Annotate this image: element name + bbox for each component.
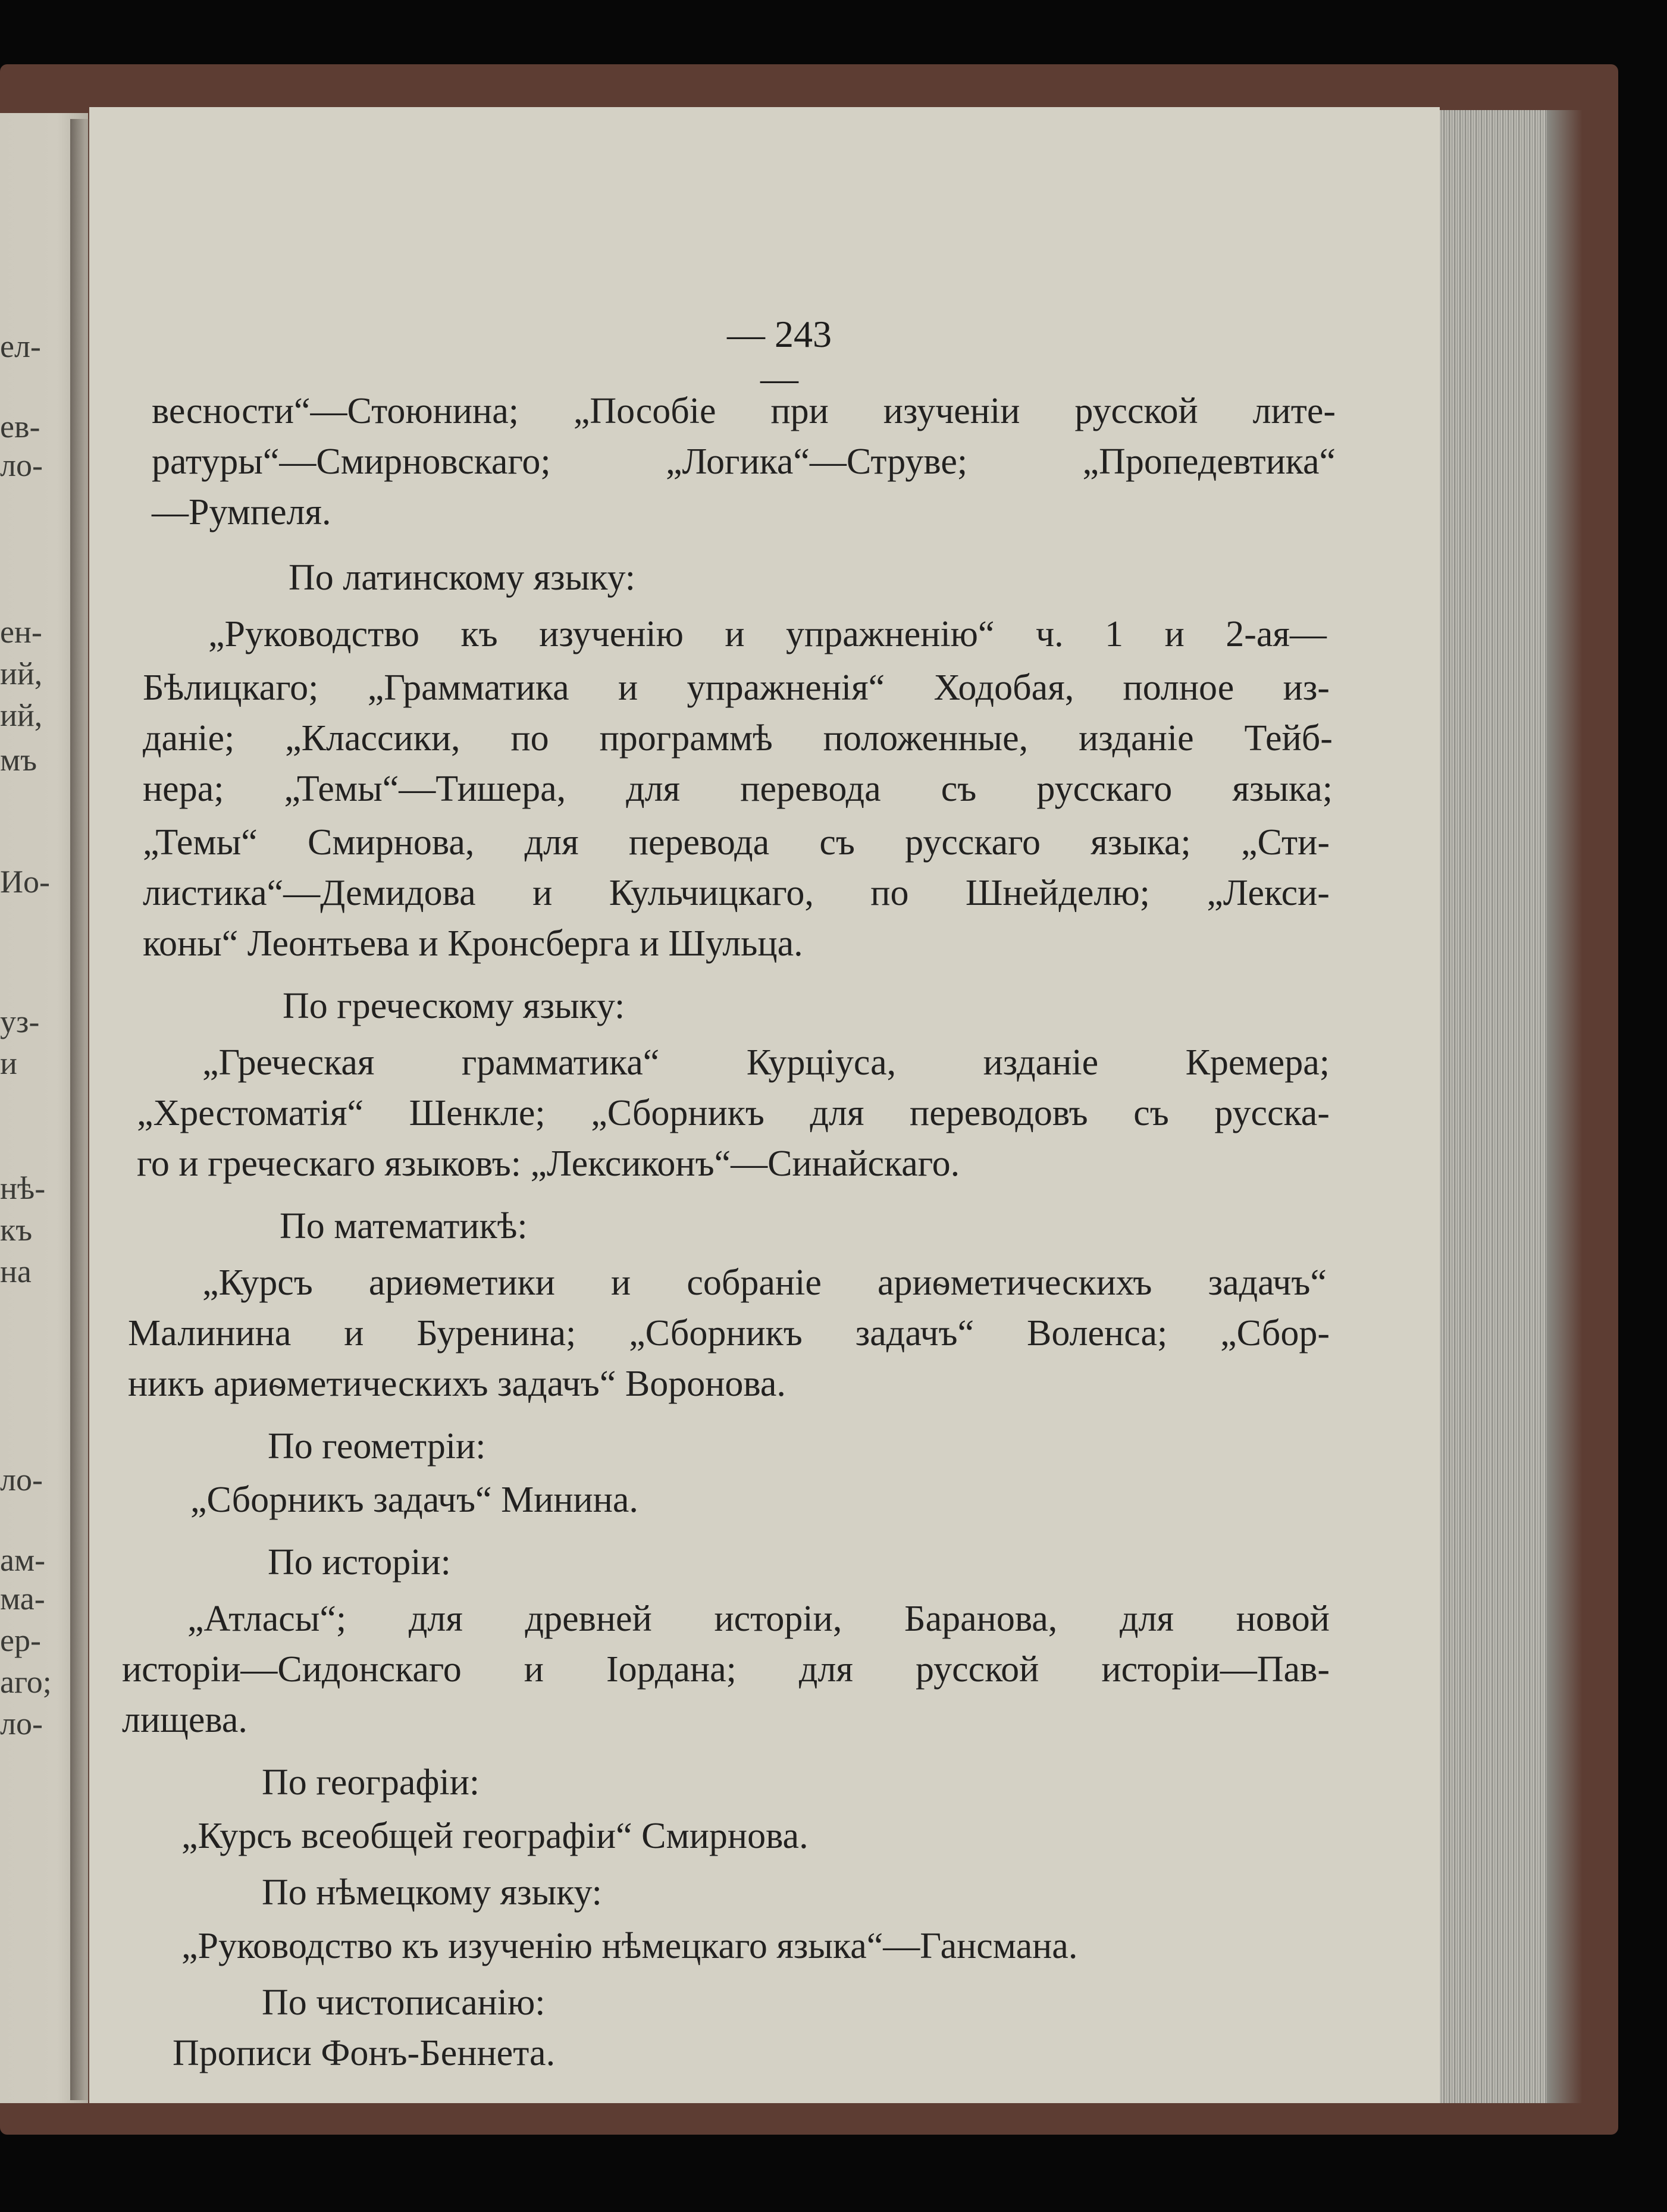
word: при <box>770 391 829 431</box>
text-line <box>143 875 1330 911</box>
text-line: Прописи Фонъ-Беннета. <box>173 2033 556 2073</box>
word: русскаго <box>905 822 1041 863</box>
word: упражненія“ <box>687 668 885 708</box>
word: русской <box>915 1649 1039 1690</box>
page-number: — 243 — <box>727 313 832 399</box>
text-line <box>152 443 1336 480</box>
word: для <box>798 1649 853 1690</box>
word: изданіе <box>1079 718 1194 759</box>
word: исторіи, <box>714 1599 842 1639</box>
left-page-fragment: мъ <box>0 742 37 778</box>
left-page-fragment: и <box>0 1045 17 1081</box>
word: и <box>532 873 553 913</box>
word: новой <box>1236 1599 1330 1639</box>
word: русска- <box>1214 1093 1330 1133</box>
left-page-fragment: ий, <box>0 656 43 691</box>
word: и <box>618 668 638 708</box>
word: для <box>408 1599 463 1639</box>
word: русской <box>1074 391 1198 431</box>
word: для <box>810 1093 864 1133</box>
word: и <box>1164 614 1185 654</box>
word: съ <box>819 822 855 863</box>
word: Баранова, <box>904 1599 1058 1639</box>
text-line <box>128 1315 1330 1352</box>
text-line: „Курсъ всеобщей географіи“ Смирнова. <box>181 1816 809 1856</box>
word: „Сти- <box>1240 822 1330 863</box>
word: нера; <box>143 769 224 809</box>
section-heading: По исторіи: <box>268 1542 451 1583</box>
right-page <box>89 107 1440 2103</box>
word: по <box>870 873 909 913</box>
text-line <box>143 669 1330 706</box>
section-heading: По геометріи: <box>268 1426 486 1467</box>
word: къ <box>460 614 498 654</box>
left-page-fragment: на <box>0 1254 32 1289</box>
text-line: „Руководство къ изученію нѣмецкаго языка“—Гансмана. <box>181 1926 1078 1966</box>
word: задачъ“ <box>855 1313 974 1353</box>
word: Смирнова, <box>307 822 475 863</box>
word: полное <box>1123 668 1234 708</box>
word: Буренина; <box>416 1313 576 1353</box>
text-line <box>122 1651 1330 1688</box>
word: собраніе <box>687 1262 822 1303</box>
word: съ <box>1133 1093 1169 1133</box>
word: даніе; <box>143 718 235 759</box>
word: Ходобая, <box>933 668 1074 708</box>
word: перевода <box>740 769 881 809</box>
text-line <box>152 393 1336 430</box>
left-page-fragment: нѣ- <box>0 1170 46 1206</box>
text-line: „Сборникъ задачъ“ Минина. <box>190 1480 638 1520</box>
text-line <box>137 1095 1330 1132</box>
word: Воленса; <box>1027 1313 1168 1353</box>
word: „Темы“—Тишера, <box>284 769 566 809</box>
left-page-fragment: уз- <box>0 1004 40 1039</box>
word: „Руководство <box>208 614 420 654</box>
word: „Атласы“; <box>187 1599 347 1639</box>
word: Малинина <box>128 1313 292 1353</box>
left-page-fragment: аго; <box>0 1664 52 1700</box>
word: Кульчицкаго, <box>609 873 814 913</box>
page-text <box>89 107 1440 2103</box>
section-heading: По нѣмецкому языку: <box>262 1872 602 1913</box>
word: переводовъ <box>910 1093 1088 1133</box>
word: языка; <box>1232 769 1333 809</box>
text-line <box>208 616 1327 653</box>
word: и <box>524 1649 544 1690</box>
left-page-fragment: ел- <box>0 328 41 364</box>
word: лите- <box>1252 391 1336 431</box>
word: упражненію“ <box>786 614 995 654</box>
word: „Сбор- <box>1220 1313 1330 1353</box>
word: листика“—Демидова <box>143 873 476 913</box>
left-page-fragment: ий, <box>0 697 43 733</box>
word: Шнейделю; <box>965 873 1150 913</box>
text-line: никъ ариѳметическихъ задачъ“ Воронова. <box>128 1364 786 1404</box>
word: грамматика“ <box>461 1042 660 1083</box>
left-page-fragment: ло- <box>0 447 43 483</box>
word: „Курсъ <box>202 1262 313 1303</box>
word: исторіи—Сидонскаго <box>122 1649 462 1690</box>
left-page-fragment: ма- <box>0 1581 45 1616</box>
word: весности“—Стоюнина; <box>152 391 519 431</box>
word: для <box>626 769 681 809</box>
word: Курціуса, <box>746 1042 897 1083</box>
left-page-fragment: Ио- <box>0 864 50 900</box>
word: „Сборникъ <box>591 1093 764 1133</box>
word: съ <box>941 769 977 809</box>
word: „Классики, <box>285 718 460 759</box>
text-line <box>187 1600 1330 1637</box>
word: положенные, <box>823 718 1029 759</box>
word: Кремера; <box>1185 1042 1330 1083</box>
word: 1 <box>1105 614 1124 654</box>
left-page-fragment: ло- <box>0 1706 43 1741</box>
word: „Пособіе <box>573 391 716 431</box>
text-line: —Румпеля. <box>152 492 331 532</box>
word: „Грамматика <box>367 668 569 708</box>
text-line <box>202 1044 1330 1081</box>
text-line: лищева. <box>122 1700 247 1740</box>
word: и <box>725 614 745 654</box>
word: Іордана; <box>606 1649 737 1690</box>
word: ариѳметики <box>368 1262 555 1303</box>
left-page-fragment: ам- <box>0 1542 46 1578</box>
word: „Логика“—Струве; <box>666 441 968 482</box>
word: „Греческая <box>202 1042 375 1083</box>
word: по <box>510 718 549 759</box>
text-line <box>143 720 1333 757</box>
section-heading: По греческому языку: <box>283 986 625 1026</box>
left-page-fragment: ло- <box>0 1462 43 1497</box>
word: программѣ <box>599 718 773 759</box>
text-line <box>143 824 1330 861</box>
left-page-fragment: ен- <box>0 614 42 650</box>
word: ратуры“—Смирновскаго; <box>152 441 551 482</box>
word: „Лекси- <box>1207 873 1330 913</box>
section-heading: По математикѣ: <box>280 1206 528 1246</box>
word: задачъ“ <box>1208 1262 1327 1303</box>
text-line: го и греческаго языковъ: „Лексиконъ“—Синайскаго. <box>137 1143 960 1184</box>
word: „Хрестоматія“ <box>137 1093 364 1133</box>
word: языка; <box>1091 822 1191 863</box>
word: для <box>524 822 579 863</box>
text-line: коны“ Леонтьева и Кронсберга и Шульца. <box>143 923 803 964</box>
text-line <box>143 770 1333 807</box>
word: древней <box>525 1599 652 1639</box>
left-page-fragment: ев- <box>0 409 40 444</box>
section-heading: По географіи: <box>262 1762 480 1803</box>
section-heading: По чистописанію: <box>262 1982 546 2023</box>
word: ч. <box>1035 614 1064 654</box>
word: перевода <box>628 822 770 863</box>
page-edges-shade <box>1547 110 1583 2103</box>
word: ариѳметическихъ <box>877 1262 1152 1303</box>
word: исторіи—Пав- <box>1101 1649 1330 1690</box>
word: изданіе <box>983 1042 1099 1083</box>
page-edges <box>1440 110 1553 2103</box>
word: русскаго <box>1036 769 1173 809</box>
word: „Пропедевтика“ <box>1082 441 1336 482</box>
word: изученіи <box>883 391 1020 431</box>
text-line <box>202 1264 1327 1301</box>
section-heading: По латинскому языку: <box>289 557 635 598</box>
word: Тейб- <box>1244 718 1333 759</box>
word: Бѣлицкаго; <box>143 668 319 708</box>
word: из- <box>1283 668 1330 708</box>
left-page-fragment: къ <box>0 1212 33 1248</box>
word: „Сборникъ <box>629 1313 803 1353</box>
word: и <box>611 1262 631 1303</box>
left-page-fragment: ер- <box>0 1622 41 1658</box>
word: изученію <box>539 614 684 654</box>
word: Шенкле; <box>409 1093 546 1133</box>
word: 2-ая— <box>1226 614 1327 654</box>
word: „Темы“ <box>143 822 258 863</box>
word: и <box>344 1313 364 1353</box>
word: для <box>1120 1599 1174 1639</box>
